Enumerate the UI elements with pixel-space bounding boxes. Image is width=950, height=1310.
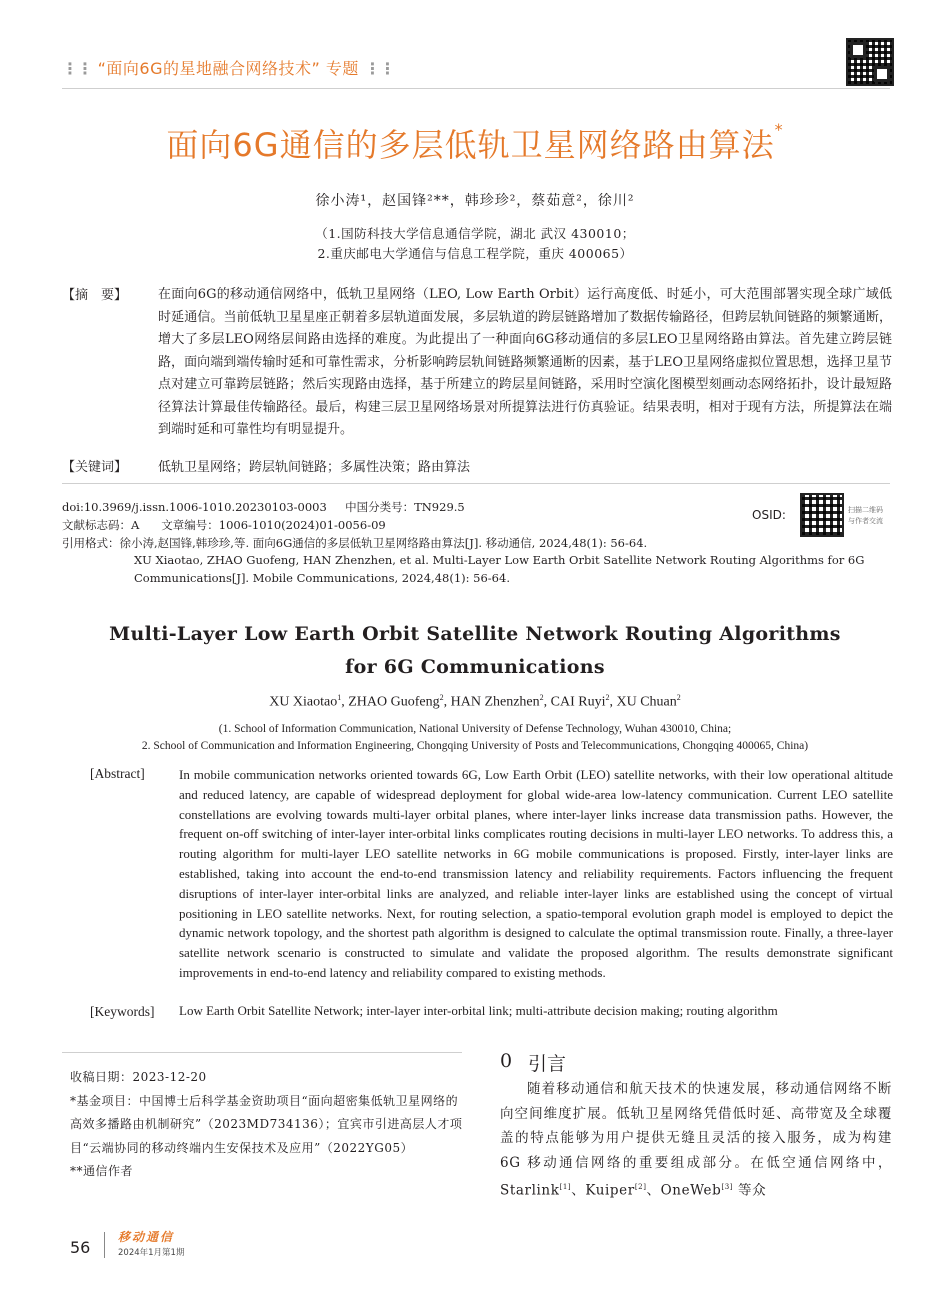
paper-title-en-1: Multi-Layer Low Earth Orbit Satellite Network Routing Algorithms [109,623,841,645]
dots-right-icon: ⋮⋮ [364,59,395,78]
intro-text-1: 随着移动通信和航天技术的快速发展，移动通信网络不断向空间维度扩展。低轨卫星网络凭借低时延、高带宽及全球覆盖的特点能够为用户提供无缝且灵活的接入服务，成为构建 6G 移动通信网络的重要组成部分。在低空通信网络中，Starlink [500,1081,892,1199]
author-3-aff: 2 [539,693,544,702]
author-sep-4: , [609,694,617,710]
author-1-aff: 1 [337,693,342,702]
clc-number: 中国分类号：TN929.5 [345,500,465,514]
ref-3[interactable]: [3] [721,1183,734,1191]
received-date: 收稿日期：2023-12-20 [70,1070,207,1084]
paper-title-cn-text: 面向6G通信的多层低轨卫星网络路由算法 [166,126,775,164]
affiliation-cn-1: （1.国防科技大学信息通信学院，湖北 武汉 430010； [315,226,635,241]
author-2: ZHAO Guofeng [348,694,440,710]
author-2-aff: 2 [439,693,444,702]
author-3: HAN Zhenzhen [450,694,540,710]
scan-hint-2: 与作者交流 [848,517,883,525]
affiliation-en-2: 2. School of Communication and Information Engineering, Chongqing University of Posts and Telecommunications, Chongqing 400065, China) [141,740,809,752]
ref-2[interactable]: [2] [634,1183,647,1191]
osid-label: OSID: [752,508,786,522]
footnote-divider [62,1052,462,1053]
authors-en [0,693,950,711]
authors-cn: 徐小涛¹，赵国锋²**，韩珍珍²，蔡茹意²，徐川² [315,193,635,209]
author-1: XU Xiaotao [269,694,338,710]
osid-scan-hint [848,505,883,527]
journal-issue: 2024年1月第1期 [118,1248,185,1258]
special-topic-header [62,56,394,79]
doc-code: 文献标志码：A [62,518,140,532]
affiliation-en-1: (1. School of Information Communication, National University of Defense Technology, Wuhan 430010, China; [218,723,732,735]
abstract-cn-text: 在面向6G的移动通信网络中，低轨卫星网络（LEO, Low Earth Orbit）运行高度低、时延小，可大范围部署实现全球广域低时延通信。当前低轨卫星星座正朝着多层轨道面发展，多层轨道的跨层链路增加了数据传输路径，但跨层轨间链路的频繁通断，增大了多层LEO网络层间路由选择的难度。为此提出了一种面向6G移动通信的多层LEO卫星网络路由算法。首先建立跨层链路，面向端到端传输时延和可靠性需求，分析影响跨层轨间链路频繁通断的因素，基于LEO卫星网络虚拟位置思想，选择卫星节点对建立可靠跨层链路；然后实现路由选择，基于所建立的跨层星间链路，采用时空演化图模型刻画动态网络拓扑，设计最短路径算法计算最佳传输路径。最后，构建三层卫星网络场景对所提算法进行仿真验证。结果表明，相对于现有方法，所提算法在端到端时延和可靠性均有明显提升。 [158,287,892,437]
author-4: CAI Ruyi [550,694,606,710]
affiliation-cn-2: 2.重庆邮电大学通信与信息工程学院，重庆 400065） [317,246,633,261]
abstract-cn-label: 【摘 要】 [62,288,128,303]
osid-qr-code-icon [800,493,844,537]
scan-hint-1: 扫描二维码 [848,506,883,514]
citation-en-1: XU Xiaotao, ZHAO Guofeng, HAN Zhenzhen, et al. Multi-Layer Low Earth Orbit Satellite Network Routing Algorithms for 6G [134,553,865,567]
keywords-cn-text: 低轨卫星网络；跨层轨间链路；多属性决策；路由算法 [158,460,471,475]
citation-cn: 徐小涛,赵国锋,韩珍珍,等. 面向6G通信的多层低轨卫星网络路由算法[J]. 移动通信, 2024,48(1): 56-64. [119,536,648,550]
author-sep-2: , [443,694,451,710]
section-title: 引言 [528,1053,567,1075]
intro-text-3: 、OneWeb [646,1182,722,1199]
header-divider [62,88,890,89]
doi: doi:10.3969/j.issn.1006-1010.20230103-0003 [62,500,327,514]
author-sep-1: , [341,694,349,710]
paper-title-cn [0,120,950,166]
author-5: XU Chuan [616,694,677,710]
intro-text-2: 、Kuiper [571,1182,635,1199]
keywords-en-label: [Keywords] [90,1004,155,1019]
corresponding-author: **通信作者 [70,1164,134,1178]
citation-label: 引用格式： [62,536,120,550]
abstract-en-label: [Abstract] [90,766,145,781]
meta-divider [62,483,890,484]
author-4-aff: 2 [605,693,610,702]
journal-name: 移动通信 [118,1230,175,1244]
article-number: 文章编号：1006-1010(2024)01-0056-09 [161,518,386,532]
ref-1[interactable]: [1] [559,1183,572,1191]
keywords-en-text: Low Earth Orbit Satellite Network; inter-layer inter-orbital link; multi-attribute decision making; routing algorithm [179,1003,778,1018]
qr-code-icon [846,38,894,86]
dots-left-icon: ⋮⋮ [62,59,92,78]
citation-en-2: Communications[J]. Mobile Communications, 2024,48(1): 56-64. [134,571,510,585]
paper-title-en-2: for 6G Communications [345,656,605,678]
keywords-cn-label: 【关键词】 [62,460,128,475]
intro-paragraph [500,1077,892,1203]
doc-code-line [62,517,386,533]
section-number: 0 [500,1050,513,1072]
special-topic-label: “面向6G的星地融合网络技术” 专题 [97,59,359,78]
author-sep-3: , [543,694,551,710]
footnote [70,1066,466,1184]
intro-text-4: 等众 [733,1182,767,1199]
author-5-aff: 2 [676,693,681,702]
footer-divider [104,1232,105,1258]
page-number: 56 [70,1238,91,1257]
abstract-en-text: In mobile communication networks oriented towards 6G, Low Earth Orbit (LEO) satellite networks, with their low operational altitude and reduced latency, are capable of widespread deployment for global wide-area low-latency communication. Current LEO satellite constellations are evolving towards multi-layer orbital planes, where inter-layer links increase data transmission paths. However, the frequent on-off switching of inter-layer inter-orbital links complicates routing decisions in multi-layer LEO networks. To address this, a routing algorithm for multi-layer LEO satellite networks in 6G mobile communications is proposed. Firstly, inter-layer links are established, taking into account the end-to-end transmission latency and reliability requirements. Factors influencing the frequent disruptions of inter-layer inter-orbital links are analyzed, and reliable inter-layer links are established using the concept of virtual positioning in LEO satellite networks. Next, for routing selection, a spatio-temporal evolution graph model is employed to depict the dynamic network topology, and the shortest path algorithm is designed to calculate the optimal transmission route. Finally, a three-layer satellite network scenario is constructed to simulate and validate the proposed algorithm. The results demonstrate significant improvements in end-to-end latency and reliability compared to existing methods. [179,767,893,980]
fund-info: *基金项目：中国博士后科学基金资助项目“面向超密集低轨卫星网络的高效多播路由机制研究”（2023MD734136）；宜宾市引进高层人才项目“云端协同的移动终端内生安保技术及应用”（2022YG05） [70,1093,463,1155]
title-footnote-mark: * [774,120,784,139]
doi-line [62,499,465,515]
citation-cn-line [62,535,647,551]
